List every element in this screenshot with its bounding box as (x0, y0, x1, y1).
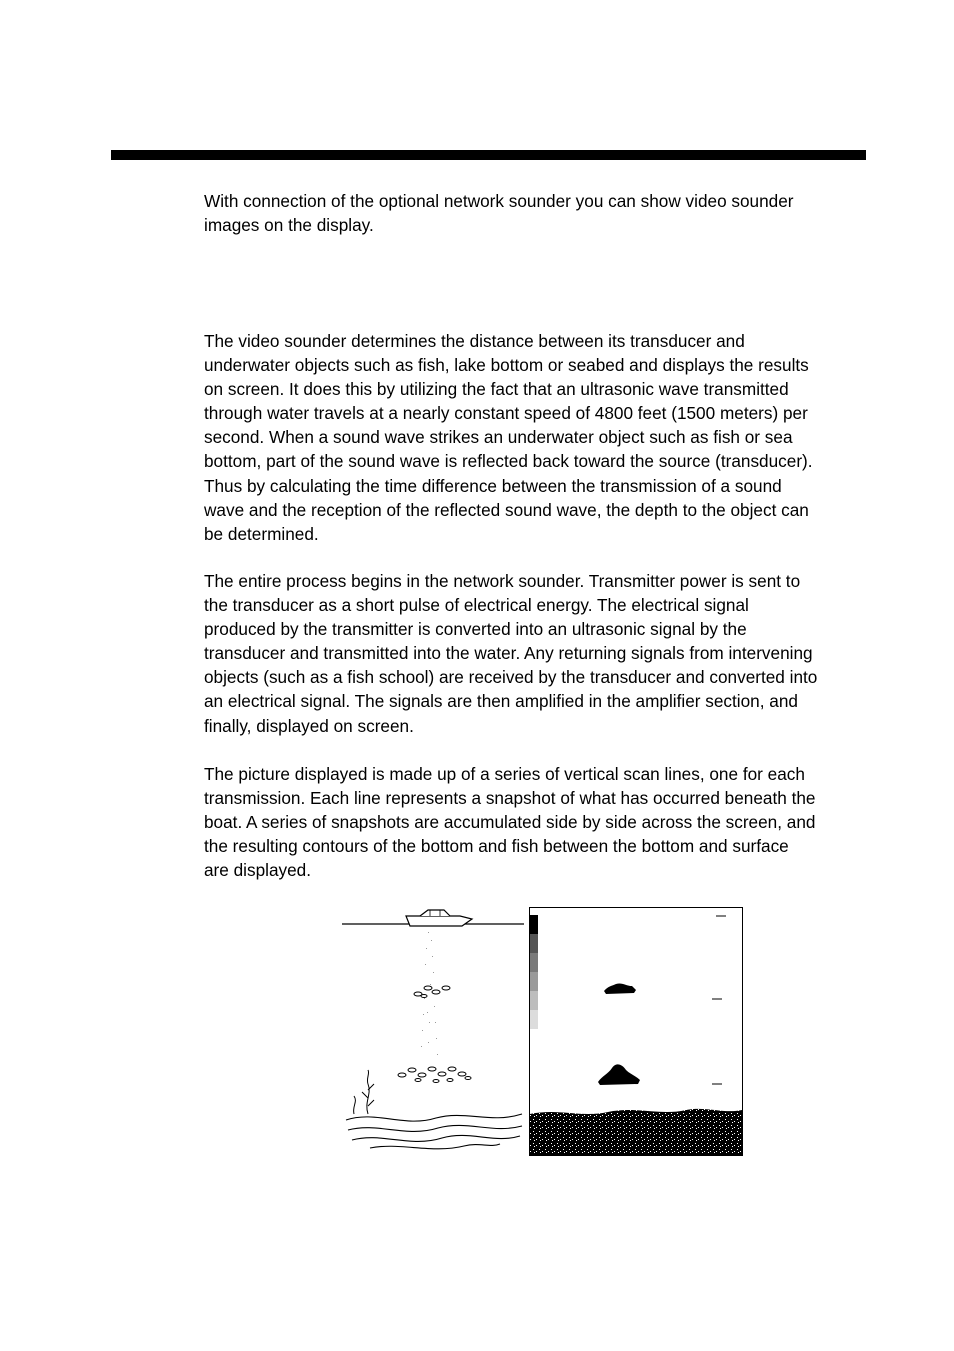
text-line: the transducer as a short pulse of electrical energy. The electrical signal (204, 595, 749, 616)
text-line: an electrical signal. The signals are then amplified in the amplifier section, and (204, 691, 798, 712)
text-line: be determined. (204, 523, 319, 544)
text-line: wave and the reception of the reflected sound wave, the depth to the object can (204, 499, 809, 520)
sounder-principle-figure (340, 902, 746, 1160)
text-line: The entire process begins in the network sounder. Transmitter power is sent to (204, 571, 801, 591)
color-bar-swatch (530, 934, 538, 953)
text-line: transmission. Each line represents a snapshot of what has occurred beneath the (204, 788, 816, 809)
seaweed-icon (354, 1070, 374, 1114)
text-line: are displayed. (204, 860, 312, 881)
text-line: on screen. It does this by utilizing the fact that an ultrasonic wave transmitted (204, 379, 789, 400)
text-line: produced by the transmitter is converted into an ultrasonic signal by the (204, 619, 747, 640)
intro-paragraph (204, 189, 866, 237)
color-bar-swatch (530, 972, 538, 991)
color-bar (530, 915, 538, 1029)
text-line: through water travels at a nearly constant speed of 4800 feet (1500 meters) per (204, 403, 808, 424)
principle-paragraph-1 (204, 329, 866, 546)
sounder-illustration (340, 902, 746, 1160)
text-line: the resulting contours of the bottom and fish between the bottom and surface (204, 836, 789, 857)
principle-paragraph-2 (204, 569, 866, 738)
text-line: images on the display. (204, 215, 374, 236)
principle-paragraph-3 (204, 762, 866, 882)
text-line: second. When a sound wave strikes an underwater object such as fish or sea (204, 427, 793, 448)
color-bar-swatch (530, 1010, 538, 1029)
text-line: The video sounder determines the distance between its transducer and (204, 331, 745, 351)
color-bar-swatch (530, 991, 538, 1010)
boat-icon (406, 910, 472, 926)
text-line: underwater objects such as fish, lake bottom or seabed and displays the results (204, 355, 809, 376)
text-line: objects (such as a fish school) are received by the transducer and converted into (204, 667, 818, 688)
text-line: finally, displayed on screen. (204, 715, 414, 736)
text-line: The picture displayed is made up of a series of vertical scan lines, one for each (204, 764, 805, 784)
underwater-scene (342, 910, 524, 1149)
fish-school-lower-icon (398, 1067, 471, 1083)
text-line: With connection of the optional network sounder you can show video sounder (204, 191, 794, 211)
echogram-display (530, 908, 743, 1156)
text-line: Thus by calculating the time difference between the transmission of a sound (204, 475, 782, 496)
fish-school-upper-icon (414, 986, 450, 998)
color-bar-swatch (530, 953, 538, 972)
color-bar-swatch (530, 915, 538, 934)
text-line: boat. A series of snapshots are accumulated side by side across the screen, and (204, 812, 816, 833)
chapter-heading-rule (111, 150, 866, 160)
bottom-echo (530, 1109, 742, 1155)
text-line: bottom, part of the sound wave is reflected back toward the source (transducer). (204, 451, 813, 472)
text-line: transducer and transmitted into the water. Any returning signals from intervening (204, 643, 813, 664)
seabed-illustration (346, 1114, 522, 1149)
